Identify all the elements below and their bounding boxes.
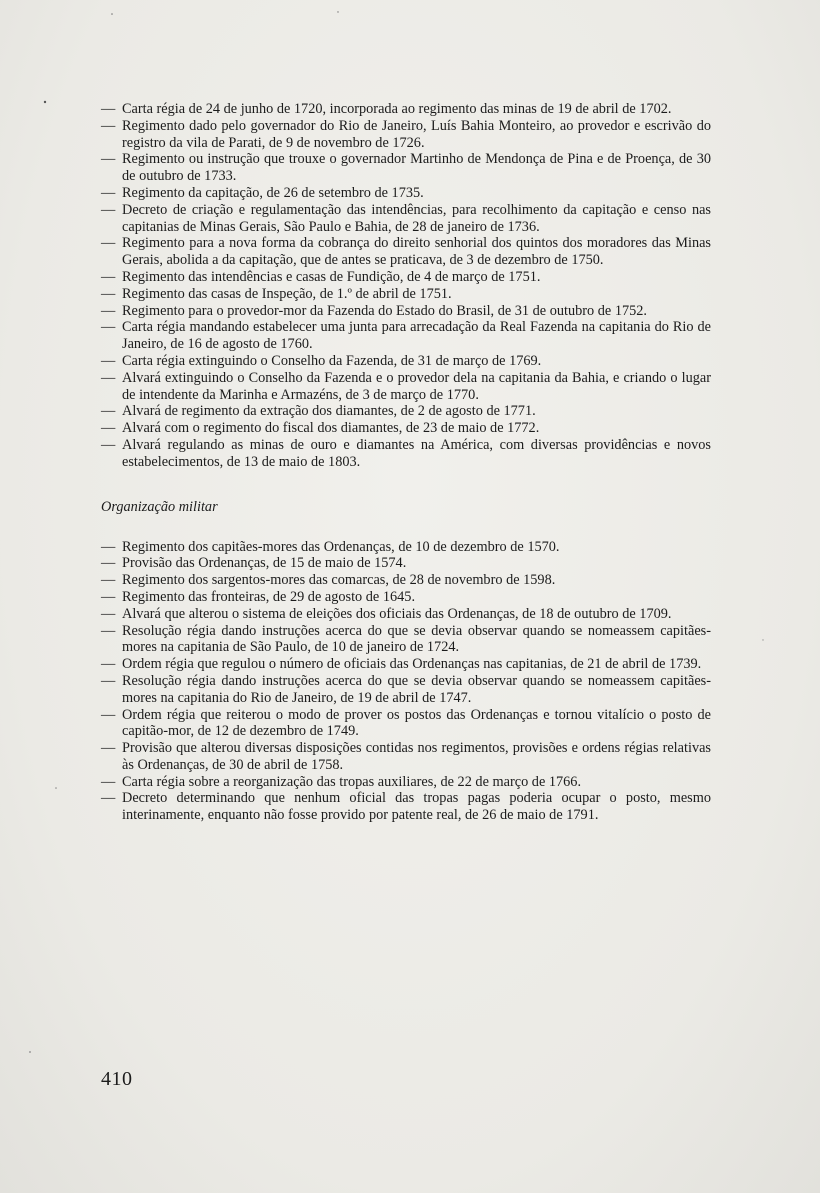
- list-item: — Regimento das casas de Inspeção, de 1.º de abril de 1751.: [101, 285, 452, 302]
- list-item: — Provisão das Ordenanças, de 15 de maio de 1574.: [101, 555, 407, 572]
- list-item-text: Regimento da capitação, de 26 de setembro de 1735.: [122, 184, 424, 201]
- list-item-text: Regimento dos capitães-mores das Ordenanças, de 10 de dezembro de 1570.: [122, 538, 560, 555]
- list-item-text: Carta régia sobre a reorganização das tropas auxiliares, de 22 de março de 1766.: [122, 773, 582, 790]
- list-item-text: Regimento para o provedor-mor da Fazenda do Estado do Brasil, de 31 de outubro de 1752.: [122, 302, 647, 319]
- list-item-text: Regimento das fronteiras, de 29 de agosto de 1645.: [122, 588, 416, 605]
- list-item: — Regimento das fronteiras, de 29 de agosto de 1645.: [101, 588, 416, 605]
- list-item-text: Decreto de criação e regulamentação das intendências, para recolhimento da capitação e censo nas capitanias de Minas Gerais, São Paulo e Bahia, de 28 de janeiro de 1736.: [122, 201, 711, 235]
- list-item-text: Alvará extinguindo o Conselho da Fazenda e o provedor dela na capitania da Bahia, e criando o lugar de intendente da Marinha e Armazéns, de 3 de março de 1770.: [122, 369, 711, 403]
- list-item-text: Alvará regulando as minas de ouro e diamantes na América, com diversas providências e novos estabelecimentos, de 13 de maio de 1803.: [122, 436, 711, 470]
- list-item-text: Regimento dado pelo governador do Rio de Janeiro, Luís Bahia Monteiro, ao provedor e escrivão do registro da vila de Parati, de 9 de novembro de 1726.: [122, 117, 711, 151]
- list-item-text: Regimento das intendências e casas de Fundição, de 4 de março de 1751.: [122, 268, 541, 285]
- list-item-text: Ordem régia que regulou o número de oficiais das Ordenanças nas capitanias, de 21 de abril de 1739.: [122, 656, 702, 673]
- list-item-text: Carta régia de 24 de junho de 1720, incorporada ao regimento das minas de 19 de abril de 1702.: [122, 101, 672, 117]
- list-item: — Alvará com o regimento do fiscal dos diamantes, de 23 de maio de 1772.: [101, 420, 540, 437]
- list-item-text: Alvará que alterou o sistema de eleições dos oficiais das Ordenanças, de 18 de outubro de 1709.: [122, 605, 672, 622]
- list-item: — Regimento dado pelo governador do Rio de Janeiro, Luís Bahia Monteiro, ao provedor e escrivão do registro da vila de Parati, de 9 de novembro de 1726.: [101, 117, 711, 151]
- list-item-text: Regimento ou instrução que trouxe o governador Martinho de Mendonça de Pina e de Proença, de 30 de outubro de 1733.: [122, 151, 711, 185]
- list-item-text: Provisão que alterou diversas disposições contidas nos regimentos, provisões e ordens régias relativas às Ordenanças, de 30 de abril de 1758.: [122, 740, 711, 773]
- list-item-text: Regimento dos sargentos-mores das comarcas, de 28 de novembro de 1598.: [122, 572, 556, 589]
- list-item-text: Ordem régia que reiterou o modo de prover os postos das Ordenanças e tornou vitalício o posto de capitão-mor, de 12 de dezembro de 1749.: [122, 706, 711, 740]
- list-item: — Decreto determinando que nenhum oficial das tropas pagas poderia ocupar o posto, mesmo interinamente, enquanto não fosse provido por patente real, de 26 de maio de 1791.: [101, 790, 711, 824]
- list-item: — Regimento das intendências e casas de Fundição, de 4 de março de 1751.: [101, 268, 541, 285]
- list-item: — Ordem régia que reiterou o modo de prover os postos das Ordenanças e tornou vitalício o posto de capitão-mor, de 12 de dezembro de 1749.: [101, 706, 711, 740]
- list-item: — Regimento dos sargentos-mores das comarcas, de 28 de novembro de 1598.: [101, 572, 556, 589]
- section-title: Organização militar: [101, 498, 218, 515]
- list-item: — Regimento para o provedor-mor da Fazenda do Estado do Brasil, de 31 de outubro de 1752.: [101, 302, 647, 319]
- list-item-text: Regimento das casas de Inspeção, de 1.º de abril de 1751.: [122, 285, 452, 302]
- list-item-text: Alvará de regimento da extração dos diamantes, de 2 de agosto de 1771.: [122, 403, 536, 420]
- legislation-list-fiscal: [101, 101, 711, 471]
- list-item-text: Decreto determinando que nenhum oficial das tropas pagas poderia ocupar o posto, mesmo interinamente, enquanto não fosse provido por patente real, de 26 de maio de 1791.: [122, 790, 711, 824]
- list-item: — Ordem régia que regulou o número de oficiais das Ordenanças nas capitanias, de 21 de abril de 1739.: [101, 656, 702, 673]
- list-item-text: Carta régia extinguindo o Conselho da Fazenda, de 31 de março de 1769.: [122, 352, 542, 369]
- list-item: — Decreto de criação e regulamentação das intendências, para recolhimento da capitação e censo nas capitanias de Minas Gerais, São Paulo e Bahia, de 28 de janeiro de 1736.: [101, 201, 711, 235]
- list-item: — Resolução régia dando instruções acerca do que se devia observar quando se nomeassem capitães-mores na capitania de São Paulo, de 10 de janeiro de 1724.: [101, 622, 711, 656]
- list-item: — Carta régia mandando estabelecer uma junta para arrecadação da Real Fazenda na capitania do Rio de Janeiro, de 16 de agosto de 1760.: [101, 319, 711, 353]
- list-item: — Carta régia de 24 de junho de 1720, incorporada ao regimento das minas de 19 de abril de 1702.: [101, 101, 672, 117]
- page-number: 410: [101, 1068, 133, 1090]
- list-item-text: Carta régia mandando estabelecer uma junta para arrecadação da Real Fazenda na capitania do Rio de Janeiro, de 16 de agosto de 1760.: [122, 319, 711, 353]
- legislation-list-military: [101, 539, 711, 825]
- list-item: — Provisão que alterou diversas disposições contidas nos regimentos, provisões e ordens régias relativas às Ordenanças, de 30 de abril de 1758.: [101, 740, 711, 773]
- list-item: — Regimento ou instrução que trouxe o governador Martinho de Mendonça de Pina e de Proença, de 30 de outubro de 1733.: [101, 151, 711, 185]
- list-item: — Alvará que alterou o sistema de eleições dos oficiais das Ordenanças, de 18 de outubro de 1709.: [101, 605, 672, 622]
- text-column: [101, 101, 711, 824]
- list-item: — Regimento para a nova forma da cobrança do direito senhorial dos quintos dos moradores das Minas Gerais, abolida a da capitação, que de antes se praticava, de 3 de dezembro de 1750.: [101, 235, 711, 269]
- list-item: — Carta régia extinguindo o Conselho da Fazenda, de 31 de março de 1769.: [101, 352, 542, 369]
- list-item: — Regimento da capitação, de 26 de setembro de 1735.: [101, 184, 424, 201]
- list-item: — Carta régia sobre a reorganização das tropas auxiliares, de 22 de março de 1766.: [101, 773, 582, 790]
- list-item: — Resolução régia dando instruções acerca do que se devia observar quando se nomeassem capitães-mores na capitania do Rio de Janeiro, de 19 de abril de 1747.: [101, 672, 711, 706]
- list-item-text: Resolução régia dando instruções acerca do que se devia observar quando se nomeassem capitães-mores na capitania do Rio de Janeiro, de 19 de abril de 1747.: [122, 672, 711, 706]
- list-item-text: Regimento para a nova forma da cobrança do direito senhorial dos quintos dos moradores das Minas Gerais, abolida a da capitação, que de antes se praticava, de 3 de dezembro de 1750.: [122, 235, 711, 269]
- list-item-text: Alvará com o regimento do fiscal dos diamantes, de 23 de maio de 1772.: [122, 420, 540, 437]
- list-item-text: Provisão das Ordenanças, de 15 de maio de 1574.: [122, 555, 407, 572]
- list-item: — Alvará regulando as minas de ouro e diamantes na América, com diversas providências e novos estabelecimentos, de 13 de maio de 1803.: [101, 436, 711, 470]
- list-item-text: Resolução régia dando instruções acerca do que se devia observar quando se nomeassem capitães-mores na capitania de São Paulo, de 10 de janeiro de 1724.: [122, 622, 711, 656]
- list-item: — Regimento dos capitães-mores das Ordenanças, de 10 de dezembro de 1570.: [101, 538, 560, 555]
- list-item: — Alvará extinguindo o Conselho da Fazenda e o provedor dela na capitania da Bahia, e criando o lugar de intendente da Marinha e Armazéns, de 3 de março de 1770.: [101, 369, 711, 403]
- list-item: — Alvará de regimento da extração dos diamantes, de 2 de agosto de 1771.: [101, 403, 536, 420]
